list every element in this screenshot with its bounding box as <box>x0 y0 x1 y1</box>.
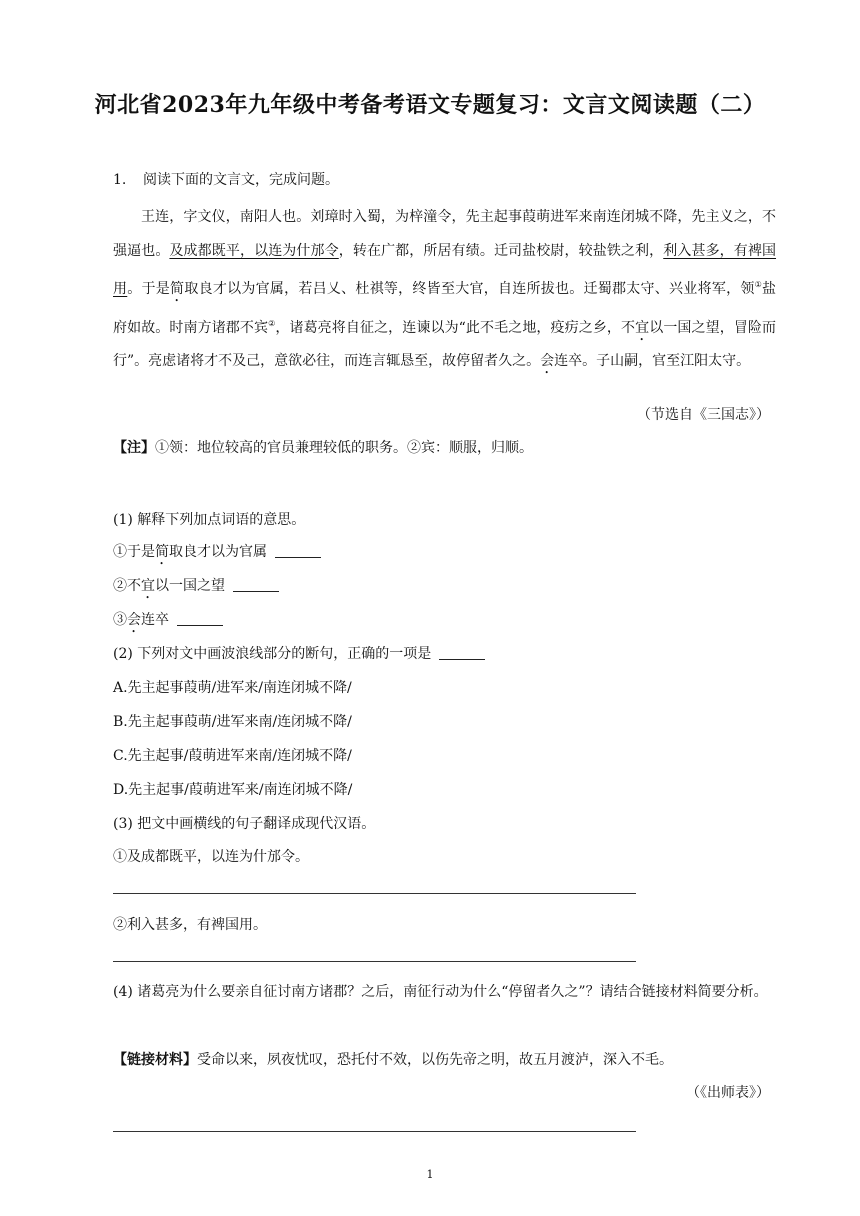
subquestion-1-item-1 <box>113 541 321 568</box>
dotted-word-hui: 会 <box>127 612 141 628</box>
passage-source: （节选自《三国志》） <box>637 407 770 423</box>
dotted-word-yi: 宜 <box>141 578 155 594</box>
answer-blank[interactable] <box>275 543 321 558</box>
option-c[interactable]: C.先主起事/葭萌进军来南/连闭城不降/ <box>113 748 352 764</box>
answer-line[interactable] <box>113 1131 636 1132</box>
item-text: ②不 <box>113 578 141 594</box>
page-number: 1 <box>426 1168 434 1181</box>
option-a[interactable]: A.先主起事葭萌/进军来/南连闭城不降/ <box>113 680 352 696</box>
subquestion-2-stem <box>113 643 485 663</box>
stem-text: (2) 下列对文中画波浪线部分的断句，正确的一项是 <box>113 646 432 662</box>
question-number: 1. <box>113 172 127 188</box>
passage-text: 以一国之望，冒险而行”。亮虑诸将才不及己，意欲必往，而连言辄恳至，故停留者久之。 <box>113 319 777 369</box>
subquestion-3-stem: (3) 把文中画横线的句子翻译成现代汉语。 <box>113 816 376 832</box>
translate-sentence-2: ②利入甚多，有裨国用。 <box>113 917 267 933</box>
link-material-text: 受命以来，夙夜忧叹，恐托付不效，以伤先帝之明，故五月渡泸，深入不毛。 <box>197 1052 673 1068</box>
option-b[interactable]: B.先主起事葭萌/进军来南/连闭城不降/ <box>113 714 352 730</box>
item-text: ③ <box>113 612 127 628</box>
translate-sentence-1: ①及成都既平，以连为什邡令。 <box>113 849 309 865</box>
underlined-sentence-1: 及成都既平，以连为什邡令 <box>169 242 339 259</box>
passage-text: 。于是 <box>127 281 171 297</box>
passage-text: 王连，字文仪，南阳人也。刘璋时入蜀，为梓潼令，先主起事葭萌进军来南连闭城不降，先主义之，不强逼也。 <box>113 209 776 259</box>
answer-blank[interactable] <box>233 577 279 592</box>
dotted-word-yi: 宜 <box>635 319 650 336</box>
underlined-sentence-2: 利入甚多，有裨国用 <box>113 242 777 297</box>
subquestion-1-item-2 <box>113 575 279 602</box>
note-label: 【注】 <box>113 440 155 456</box>
footnote-marker-2: ② <box>268 318 276 328</box>
passage-text: 取良才以为官属，若吕乂、杜祺等，终皆至大官，自连所拔也。迁蜀郡太守、兴业将军，领 <box>184 281 755 297</box>
link-material <box>113 1049 673 1069</box>
answer-line[interactable] <box>113 893 636 894</box>
dotted-word-jian: 简 <box>170 281 185 297</box>
item-text: 以一国之望 <box>155 578 225 594</box>
item-text: 取良才以为官属 <box>169 544 267 560</box>
passage-text: 连卒。子山嗣，官至江阳太守。 <box>554 353 751 369</box>
item-text: ①于是 <box>113 544 155 560</box>
link-material-label: 【链接材料】 <box>113 1052 197 1068</box>
option-d[interactable]: D.先主起事/葭萌进军来/南连闭城不降/ <box>113 782 353 798</box>
question-header <box>113 169 339 189</box>
dotted-word-jian: 简 <box>155 544 169 560</box>
annotation-note <box>113 437 533 457</box>
link-material-source: （《出师表》） <box>686 1085 770 1101</box>
answer-blank[interactable] <box>177 611 223 626</box>
item-text: 连卒 <box>141 612 169 628</box>
subquestion-1-item-3 <box>113 609 223 636</box>
passage-text: ，诸葛亮将自征之，连谏以为“此不毛之地，疫疠之乡，不 <box>275 319 636 336</box>
classical-passage <box>113 201 776 379</box>
passage-text: ，转在广都，所居有绩。迁司盐校尉，较盐铁之利， <box>338 242 664 259</box>
answer-blank[interactable] <box>439 645 485 660</box>
page-title: 河北省2023年九年级中考备考语文专题复习：文言文阅读题（二） <box>94 92 766 118</box>
question-instruction: 阅读下面的文言文，完成问题。 <box>143 172 339 188</box>
note-text: ①领：地位较高的官员兼理较低的职务。②宾：顺服，归顺。 <box>155 440 533 456</box>
answer-line[interactable] <box>113 961 636 962</box>
subquestion-1-stem: (1) 解释下列加点词语的意思。 <box>113 512 306 528</box>
footnote-marker-1: ① <box>754 280 763 289</box>
dotted-word-hui: 会 <box>540 353 555 369</box>
subquestion-4-stem: (4) 诸葛亮为什么要亲自征讨南方诸郡？之后，南征行动为什么“停留者久之”？请结合链接材料简要分析。 <box>113 984 768 1000</box>
passage-text: 盐府如故。时南方诸郡不宾 <box>113 281 777 336</box>
